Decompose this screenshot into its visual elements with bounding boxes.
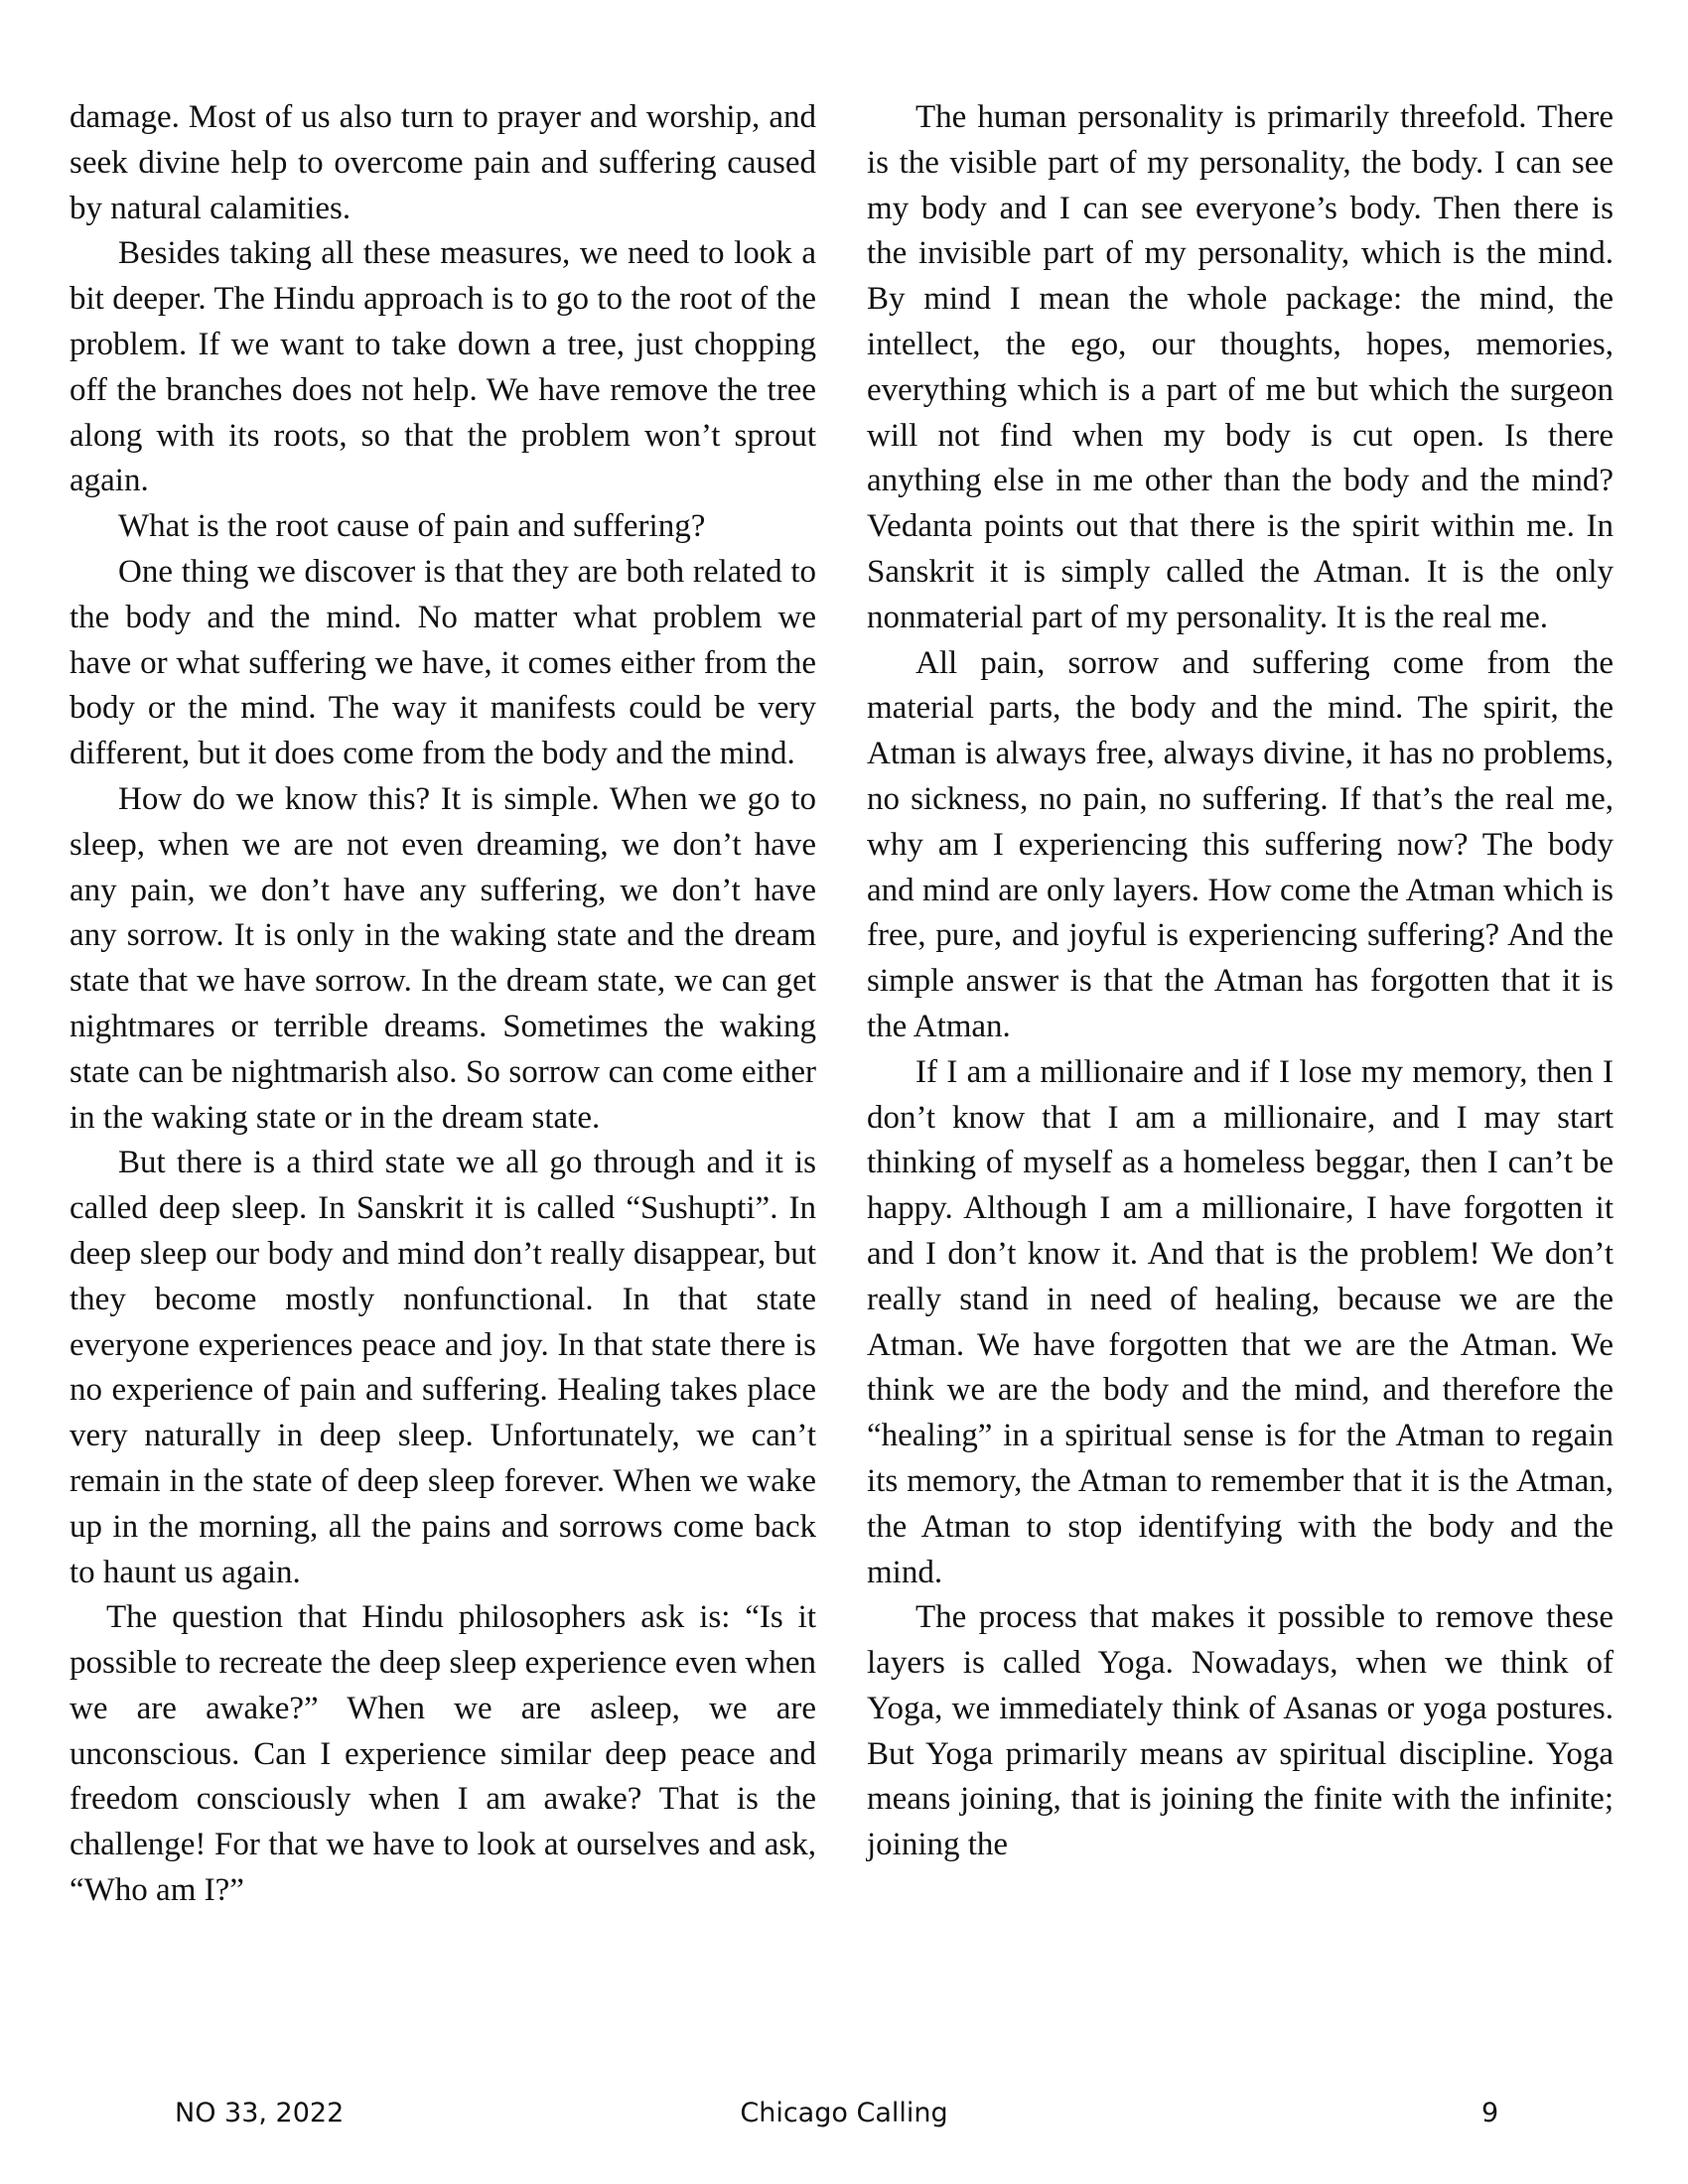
paragraph: But there is a third state we all go through and it is called deep sleep. In Sanskrit it is called “Sushupti”. In deep sleep our body and mind don’t really disappear, but they become mostly nonfunctional. In that state everyone experiences peace and joy. In that state there is no experience of pain and suffering. Healing takes place very naturally in deep sleep. Unfortunately, we can’t remain in the state of deep sleep forever. When we wake up in the morning, all the pains and sorrows come back to haunt us again. <box>70 1145 816 1590</box>
paragraph: One thing we discover is that they are both related to the body and the mind. No matter what problem we have or what suffering we have, it comes either from the body or the mind. The way it manifests could be very different, but it does come from the body and the mind. <box>70 553 816 772</box>
left-column <box>70 95 816 1914</box>
paragraph: If I am a millionaire and if I lose my memory, then I don’t know that I am a millionaire, and I may start thinking of myself as a homeless beggar, then I can’t be happy. Although I am a millionaire, I have forgotten it and I don’t know it. And that is the problem! We don’t really stand in need of healing, because we are the Atman. We have forgotten that we are the Atman. We think we are the body and the mind, and therefore the “healing” in a spiritual sense is for the Atman to regain its memory, the Atman to remember that it is the Atman, the Atman to stop identifying with the body and the mind. <box>867 1053 1614 1590</box>
footer-issue: NO 33, 2022 <box>175 2098 345 2128</box>
paragraph: The process that makes it possible to remove these layers is called Yoga. Nowadays, when we think of Yoga, we immediately think of Asanas or yoga postures. But Yoga primarily means av spiritual discipline. Yoga means joining, that is joining the finite with the infinite; joining the <box>867 1599 1614 1863</box>
paragraph: How do we know this? It is simple. When we go to sleep, when we are not even dreaming, we don’t have any pain, we don’t have any suffering, we don’t have any sorrow. It is only in the waking state and the dream state that we have sorrow. In the dream state, we can get nightmares or terrible dreams. Sometimes the waking state can be nightmarish also. So sorrow can come either in the waking state or in the dream state. <box>70 780 816 1136</box>
footer-page-number: 9 <box>1481 2098 1499 2128</box>
paragraph: The human personality is primarily threefold. There is the visible part of my personality, the body. I can see my body and I can see everyone’s body. Then there is the invisible part of my personality, which is the mind. By mind I mean the whole package: the mind, the intellect, the ego, our thoughts, hopes, memories, everything which is a part of me but which the surgeon will not find when my body is cut open. Is there anything else in me other than the body and the mind? Vedanta points out that there is the spirit within me. In Sanskrit it is simply called the Atman. It is the only nonmaterial part of my personality. It is the real me. <box>867 99 1614 635</box>
paragraph: The question that Hindu philosophers ask is: “Is it possible to recreate the deep sleep experience even when we are awake?” When we are asleep, we are unconscious. Can I experience similar deep peace and freedom consciously when I am awake? That is the challenge! For that we have to look at ourselves and ask, “Who am I?” <box>70 1599 816 1909</box>
right-column <box>867 95 1614 1868</box>
paragraph: What is the root cause of pain and suffering? <box>118 508 706 545</box>
footer-publication: Chicago Calling <box>740 2098 948 2128</box>
paragraph: damage. Most of us also turn to prayer and worship, and seek divine help to overcome pain and suffering caused by natural calamities. <box>70 99 816 226</box>
page-footer <box>0 2098 1688 2137</box>
paragraph: All pain, sorrow and suffering come from the material parts, the body and the mind. The spirit, the Atman is always free, always divine, it has no problems, no sickness, no pain, no suffering. If that’s the real me, why am I experiencing this suffering now? The body and mind are only layers. How come the Atman which is free, pure, and joyful is experiencing suffering? And the simple answer is that the Atman has forgotten that it is the Atman. <box>867 644 1614 1044</box>
paragraph: Besides taking all these measures, we need to look a bit deeper. The Hindu approach is to go to the root of the problem. If we want to take down a tree, just chopping off the branches does not help. We have remove the tree along with its roots, so that the problem won’t sprout again. <box>70 235 816 499</box>
